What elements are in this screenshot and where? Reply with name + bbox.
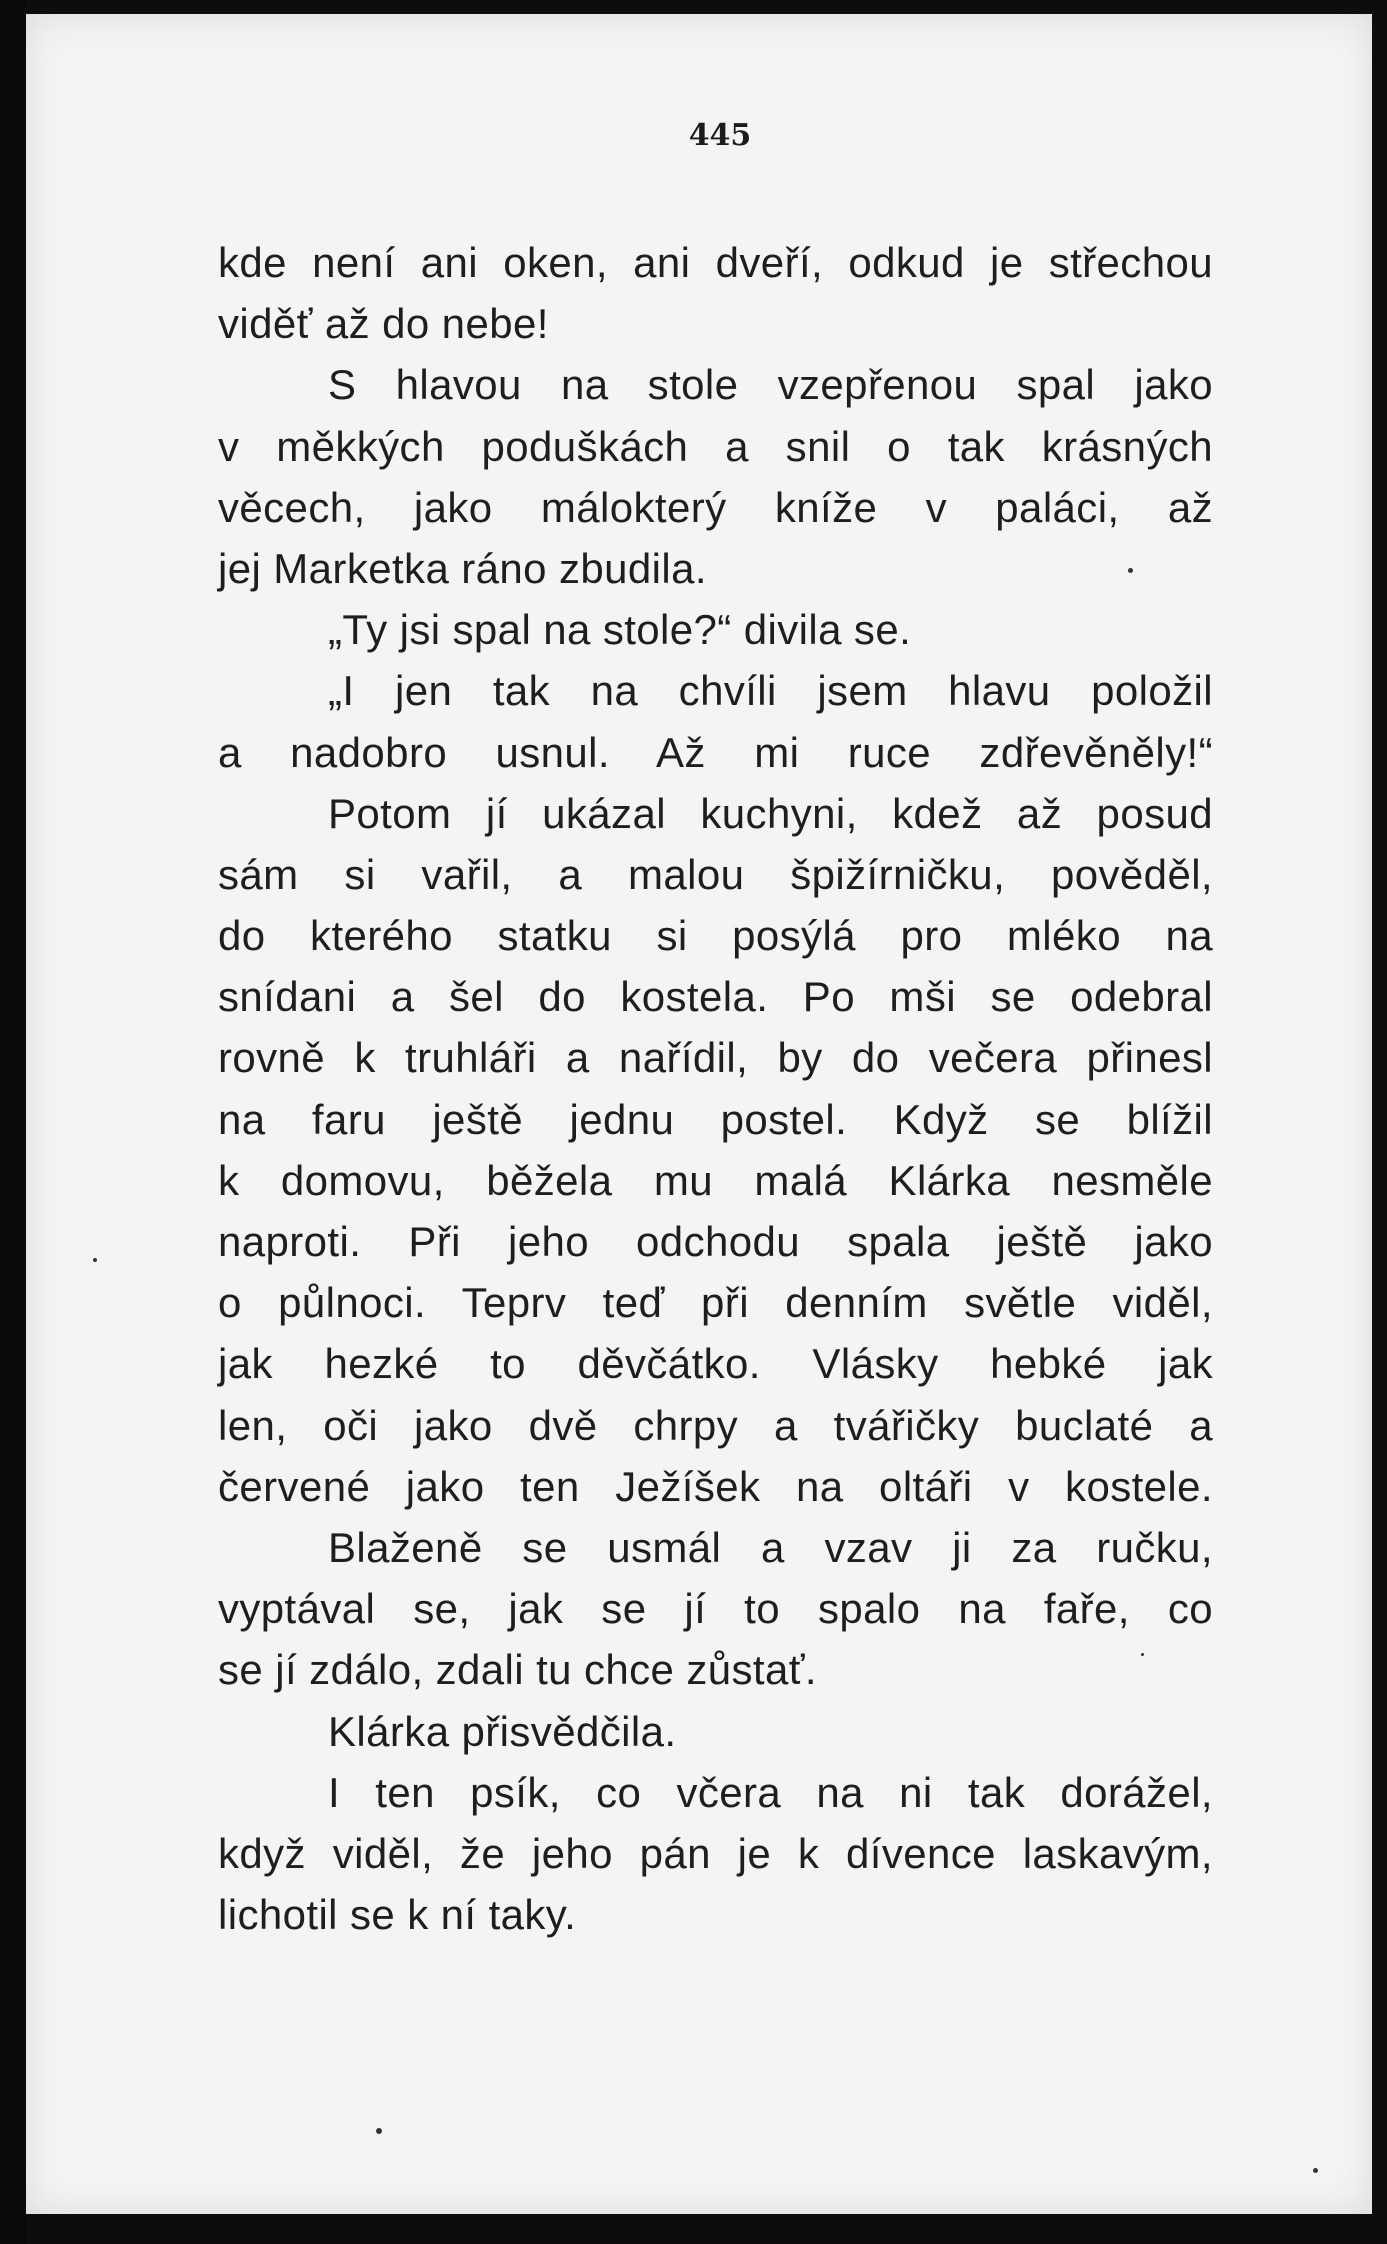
dust-speck [93, 1258, 97, 1262]
text-line: jej Marketka ráno zbudila. [218, 544, 707, 592]
text-line: S hlavou na stole vzepřenou spal jako [328, 361, 1213, 409]
text-line: „I jen tak na chvíli jsem hlavu položil [328, 667, 1213, 715]
text-line: I ten psík, co včera na ni tak dorážel, [328, 1768, 1213, 1816]
text-line: Blaženě se usmál a vzav ji za ručku, [328, 1523, 1213, 1571]
text-line: „Ty jsi spal na stole?“ divila se. [328, 606, 912, 654]
text-line: do kterého statku si posýlá pro mléko na [218, 912, 1213, 960]
page-number: 445 [688, 118, 752, 153]
dust-speck [1128, 568, 1133, 573]
text-line: kde není ani oken, ani dveří, odkud je střechou [218, 239, 1213, 286]
text-line: sám si vařil, a malou špižírničku, pověděl, [218, 850, 1213, 898]
text-line: rovně k truhláři a nařídil, by do večera přinesl [218, 1034, 1213, 1082]
text-line: Potom jí ukázal kuchyni, kdež až posud [328, 789, 1213, 837]
text-line: vyptával se, jak se jí to spalo na faře, co [218, 1585, 1213, 1633]
body-text [218, 232, 1213, 1945]
text-line: k domovu, běžela mu malá Klárka nesměle [218, 1156, 1213, 1204]
text-line: a nadobro usnul. Až mi ruce zdřevěněly!“ [218, 728, 1213, 776]
text-line: jak hezké to děvčátko. Vlásky hebké jak [218, 1340, 1213, 1388]
text-line: lichotil se k ní taky. [218, 1891, 577, 1939]
text-line: se jí zdálo, zdali tu chce zůstať. [218, 1646, 817, 1694]
text-line: len, oči jako dvě chrpy a tvářičky buclaté a [218, 1401, 1213, 1449]
text-line: Klárka přisvědčila. [328, 1707, 677, 1755]
text-line: viděť až do nebe! [218, 300, 549, 348]
text-line: červené jako ten Ježíšek na oltáři v kostele. [218, 1462, 1213, 1510]
text-line: naproti. Při jeho odchodu spala ještě jako [218, 1218, 1213, 1265]
text-line: snídani a šel do kostela. Po mši se odebral [218, 973, 1213, 1021]
dust-speck [1141, 1653, 1144, 1656]
text-line: na faru ještě jednu postel. Když se blížil [218, 1095, 1213, 1143]
text-line: v měkkých poduškách a snil o tak krásných [218, 422, 1213, 470]
dust-speck [376, 2128, 382, 2134]
text-line: když viděl, že jeho pán je k dívence laskavým, [218, 1829, 1213, 1877]
text-line: věcech, jako málokterý kníže v paláci, až [218, 483, 1213, 531]
dust-speck [1313, 2168, 1318, 2173]
text-line: o půlnoci. Teprv teď při denním světle viděl, [218, 1279, 1213, 1327]
scan-left-edge [0, 0, 26, 2244]
